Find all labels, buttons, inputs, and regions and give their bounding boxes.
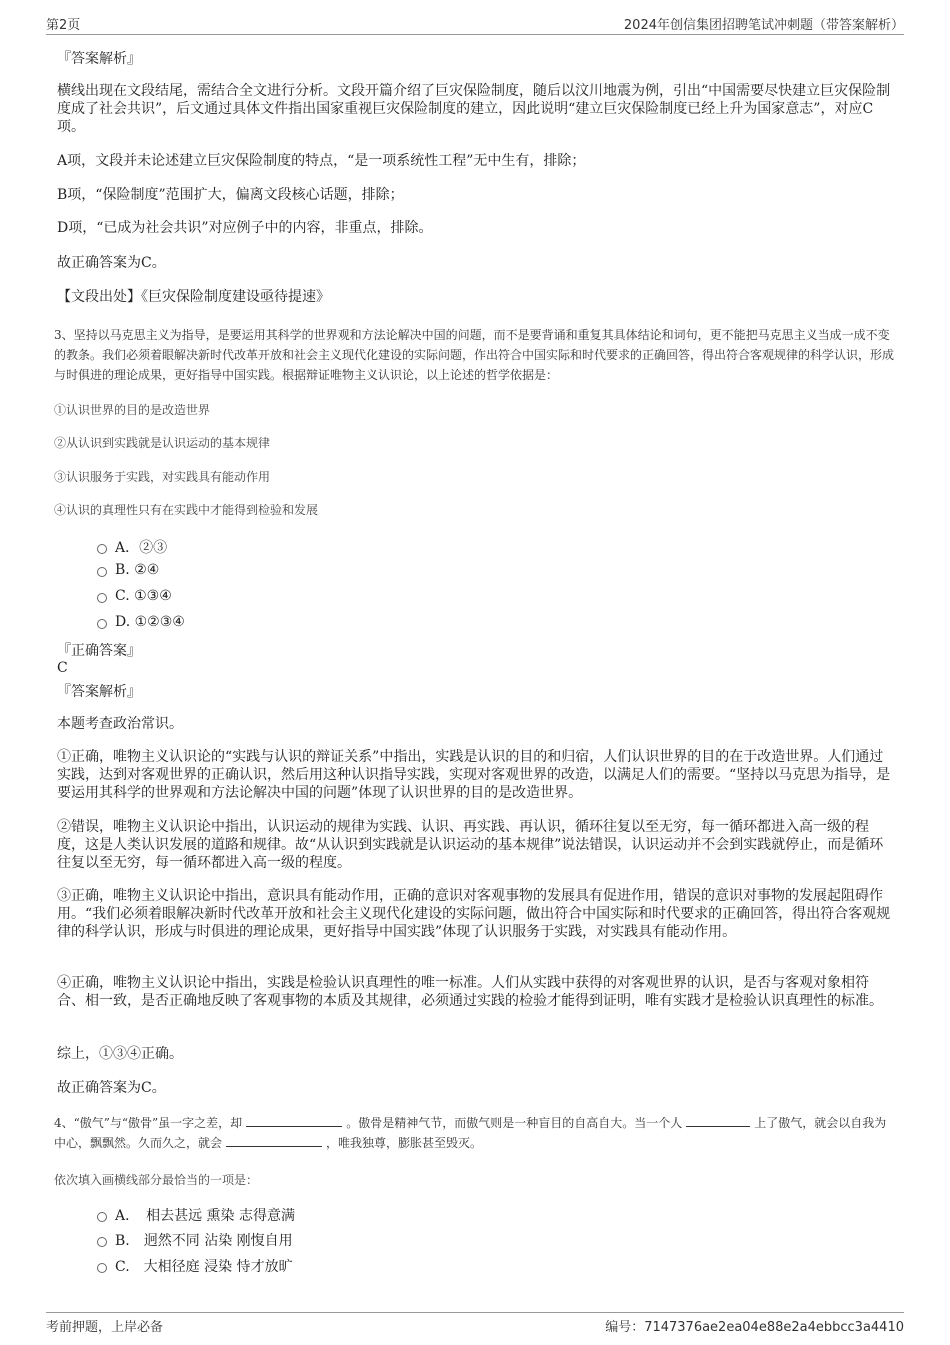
- q3-answer-label: 『正确答案』: [57, 643, 141, 659]
- q3-conclusion: 故正确答案为C。: [57, 1080, 166, 1096]
- q2-analysis-option-d: D项，“已成为社会共识”对应例子中的内容，非重点，排除。: [57, 220, 433, 236]
- option-label: B. ②④: [115, 562, 160, 578]
- q3-analysis-4: ④正确，唯物主义认识论中指出，实践是检验认识真理性的唯一标准。人们从实践中获得的对客观世界的认识，是否与客观对象相符合、相一致，是否正确地反映了客观事物的本质及其规律，必须通过实践的检验才能得到证明，唯有实践才是检验认识真理性的标准。: [57, 975, 883, 1009]
- option-label: D. ①②③④: [115, 614, 185, 630]
- q3-option-b[interactable]: [97, 562, 159, 578]
- q4-instruction: 依次填入画横线部分最恰当的一项是：: [54, 1173, 259, 1187]
- radio-icon[interactable]: [97, 1212, 107, 1222]
- fill-blank-3[interactable]: [226, 1134, 322, 1147]
- q4-option-b[interactable]: [97, 1230, 293, 1250]
- q3-analysis-intro: 本题考查政治常识。: [57, 716, 183, 732]
- page-footer: [46, 1312, 904, 1335]
- q3-statement: ①认识世界的目的是改造世界: [54, 403, 211, 417]
- fill-blank-1[interactable]: [246, 1114, 342, 1127]
- radio-icon[interactable]: [97, 1263, 107, 1273]
- page-header: [46, 14, 904, 35]
- q3-stem: 3、坚持以马克思主义为指导，是要运用其科学的世界观和方法论解决中国的问题，而不是要背诵和重复其具体结论和词句，更不能把马克思主义当成一成不变的教条。我们必须着眼解决新时代改革开放和社会主义现代化建设的实际问题，作出符合中国实际和时代要求的正确回答，得出符合客观规律的科学认识，形成与时俱进的理论成果，更好指导中国实践。根据辩证唯物主义认识论，以上论述的哲学依据是：: [54, 328, 895, 382]
- q2-source: 【文段出处】《巨灾保险制度建设亟待提速》: [57, 289, 330, 305]
- radio-icon[interactable]: [97, 1237, 107, 1247]
- radio-icon[interactable]: [97, 567, 107, 577]
- document-title: 2024年创信集团招聘笔试冲刺题（带答案解析）: [623, 18, 904, 33]
- radio-icon[interactable]: [97, 593, 107, 603]
- q2-analysis-option-b: B项，“保险制度”范围扩大，偏离文段核心话题，排除；: [57, 187, 404, 203]
- footer-slogan: 考前押题，上岸必备: [46, 1320, 164, 1335]
- q3-analysis-label: 『答案解析』: [57, 684, 141, 700]
- q3-option-c[interactable]: [97, 588, 172, 604]
- radio-icon[interactable]: [97, 619, 107, 629]
- option-label: A． 相去甚远 熏染 志得意满: [115, 1208, 296, 1224]
- option-label: A．②③: [115, 540, 168, 556]
- q3-summary: 综上，①③④正确。: [57, 1046, 183, 1062]
- q3-option-d[interactable]: [97, 614, 185, 630]
- q2-conclusion: 故正确答案为C。: [57, 255, 166, 271]
- q3-analysis-1: ①正确，唯物主义认识论的“实践与认识的辩证关系”中指出，实践是认识的目的和归宿，人们认识世界的目的在于改造世界。人们通过实践，达到对客观世界的正确认识，然后用这种认识指导实践，实现对客观世界的改造，以满足人们的需要。“坚持以马克思为指导，是要运用其科学的世界观和方法论解决中国的问题”体现了认识世界的目的是改造世界。: [57, 749, 891, 801]
- q3-statement: ④认识的真理性只有在实践中才能得到检验和发展: [54, 503, 319, 517]
- q2-analysis-option-a: A项，文段并未论述建立巨灾保险制度的特点，“是一项系统性工程”无中生有，排除；: [57, 153, 586, 169]
- q3-answer: C: [57, 660, 68, 676]
- q3-statement: ③认识服务于实践，对实践具有能动作用: [54, 470, 271, 484]
- page-number: 第2页: [46, 18, 81, 33]
- q3-option-a[interactable]: [97, 537, 167, 557]
- option-label: C. 大相径庭 浸染 恃才放旷: [115, 1259, 293, 1275]
- option-label: C. ①③④: [115, 588, 172, 604]
- q4-stem: 4、“傲气”与“傲骨”虽一字之差，却 。傲骨是精神气节，而傲气则是一种盲目的自高自大。当一个人 上了傲气，就会以自我为中心，飘飘然。久而久之，就会 ，唯我独尊，膨胀甚至毁灭。: [54, 1116, 887, 1150]
- q3-analysis-2: ②错误，唯物主义认识论中指出，认识运动的规律为实践、认识、再实践、再认识，循环往复以至无穷，每一循环都进入高一级的程度，这是人类认识发展的道路和规律。故“从认识到实践就是认识运动的基本规律”说法错误，认识运动并不会到实践就停止，而是循环往复以至无穷，每一循环都进入高一级的程度。: [57, 819, 884, 871]
- option-label: B. 迥然不同 沾染 刚愎自用: [115, 1233, 293, 1249]
- fill-blank-2[interactable]: [686, 1114, 750, 1127]
- q3-analysis-3: ③正确，唯物主义认识论中指出，意识具有能动作用，正确的意识对客观事物的发展具有促进作用，错误的意识对事物的发展起阻碍作用。“我们必须着眼解决新时代改革开放和社会主义现代化建设的实际问题，做出符合中国实际和时代要求的正确回答，得出符合客观规律的科学认识，形成与时俱进的理论成果，更好指导中国实践”体现了认识服务于实践，对实践具有能动作用。: [57, 888, 891, 940]
- radio-icon[interactable]: [97, 544, 107, 554]
- q2-analysis-label: 『答案解析』: [57, 51, 141, 67]
- q4-option-a[interactable]: [97, 1205, 295, 1225]
- footer-doc-id: 编号：7147376ae2ea04e88e2a4ebbcc3a4410: [605, 1320, 904, 1335]
- q3-statement: ②从认识到实践就是认识运动的基本规律: [54, 436, 271, 450]
- q4-option-c[interactable]: [97, 1256, 293, 1276]
- q2-analysis-paragraph: 横线出现在文段结尾，需结合全文进行分析。文段开篇介绍了巨灾保险制度，随后以汶川地震为例，引出“中国需要尽快建立巨灾保险制度成了社会共识”，后文通过具体文件指出国家重视巨灾保险制度的建立，因此说明“建立巨灾保险制度已经上升为国家意志”，对应C项。: [57, 83, 891, 135]
